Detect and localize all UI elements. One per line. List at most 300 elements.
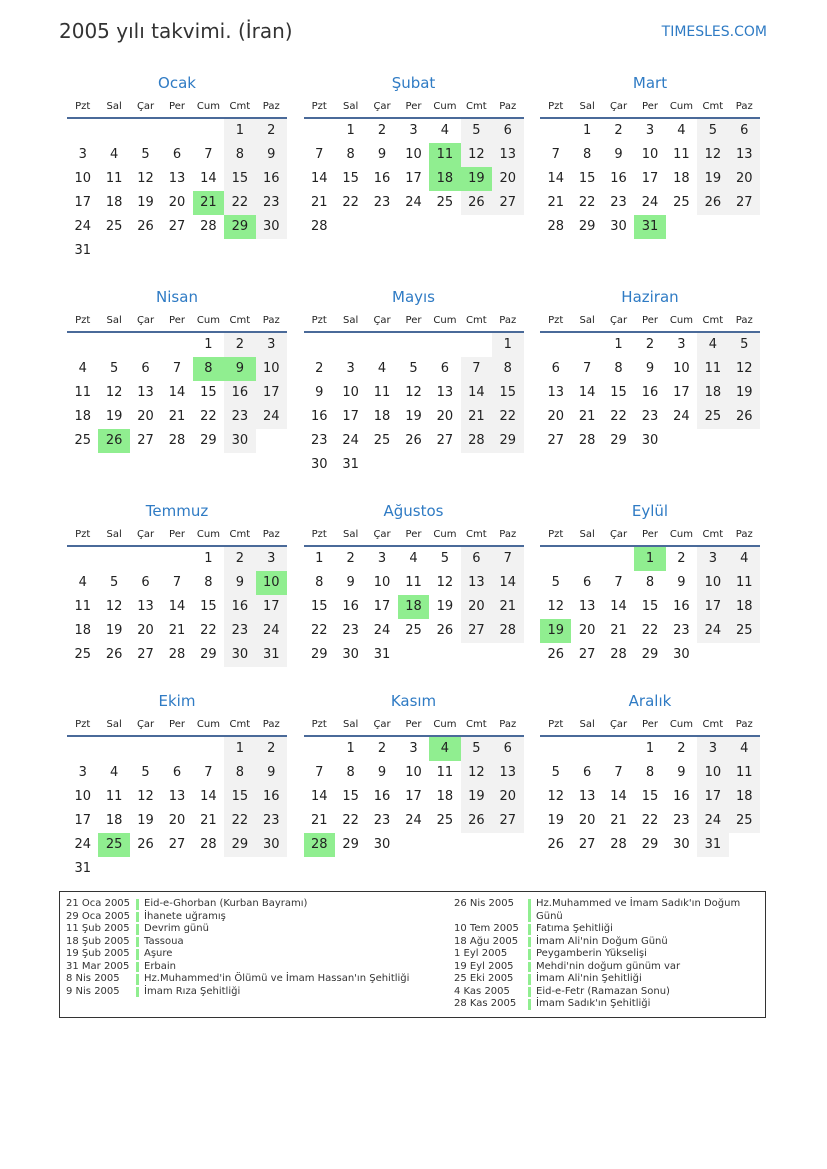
day-cell: 4: [440, 123, 450, 138]
month-name: Haziran: [621, 288, 679, 306]
holiday-marker: [528, 924, 531, 935]
empty-cell: [98, 333, 129, 357]
weekday-label: Paz: [499, 719, 517, 730]
weekday-label: Paz: [262, 315, 280, 326]
day-cell: 14: [200, 171, 217, 186]
day-cell: 29: [492, 429, 523, 453]
empty-cell: [67, 737, 98, 761]
day-cell: 14: [310, 171, 328, 186]
day-cell: 28: [610, 837, 627, 852]
day-cell: 12: [729, 357, 760, 381]
day-cell: 25: [729, 809, 760, 833]
month-name: Eylül: [631, 502, 669, 520]
weekday-label: Çar: [373, 529, 391, 540]
day-cell: 29: [578, 219, 596, 234]
weekday-label: Paz: [735, 315, 753, 326]
weekday-label: Cum: [433, 101, 457, 112]
day-cell: 12: [105, 385, 123, 400]
weekday-label: Cum: [196, 529, 220, 540]
legend-item: [452, 961, 767, 974]
day-cell: 9: [677, 575, 686, 590]
day-cell: 15: [342, 171, 359, 186]
day-cell: 12: [547, 789, 564, 804]
holiday-name: İmam Ali'nin Doğum Günü: [536, 935, 668, 947]
day-cell: 19: [137, 195, 154, 210]
day-cell: 10: [256, 357, 287, 381]
weekday-label: Cmt: [466, 315, 487, 326]
day-cell: 5: [461, 119, 492, 143]
day-cell: 1: [645, 741, 655, 756]
day-cell: 14: [310, 789, 328, 804]
holiday-day-cell: 10: [256, 571, 287, 595]
day-cell: 17: [641, 171, 659, 186]
holiday-name: Aşure: [144, 948, 173, 959]
holiday-day-cell: 18: [398, 595, 429, 619]
empty-cell: [540, 737, 571, 761]
day-cell: 21: [310, 813, 328, 828]
month-name: Nisan: [156, 288, 198, 306]
weekday-header: [304, 521, 524, 547]
empty-cell: [603, 737, 634, 761]
day-cell: 11: [729, 761, 760, 785]
day-cell: 17: [373, 599, 391, 614]
day-cell: 25: [729, 619, 760, 643]
day-cell: 17: [697, 595, 728, 619]
day-cell: 7: [204, 765, 213, 780]
day-cell: 26: [729, 405, 760, 429]
legend-item: [452, 948, 767, 961]
empty-cell: [67, 119, 98, 143]
day-cell: 17: [405, 789, 422, 804]
day-cell: 10: [697, 571, 728, 595]
day-cell: 19: [729, 381, 760, 405]
day-cell: 14: [168, 599, 186, 614]
day-cell: 6: [172, 147, 182, 162]
holiday-day-cell: 18: [429, 167, 460, 191]
day-grid: [304, 333, 524, 477]
empty-cell: [161, 119, 192, 143]
holiday-marker: [528, 974, 531, 985]
weekday-label: Çar: [136, 529, 155, 540]
day-cell: 2: [677, 551, 686, 566]
weekday-label: Per: [169, 529, 185, 540]
day-cell: 25: [105, 219, 123, 234]
day-cell: 7: [582, 361, 592, 376]
holiday-date: 21 Oca 2005: [66, 898, 131, 909]
brand-link[interactable]: TIMESLES.COM: [661, 24, 767, 40]
weekday-label: Sal: [343, 101, 359, 112]
holiday-day-cell: 4: [429, 737, 460, 761]
weekday-label: Çar: [136, 315, 155, 326]
weekday-label: Çar: [609, 529, 628, 540]
weekday-label: Cmt: [466, 529, 487, 540]
day-cell: 21: [310, 195, 328, 210]
day-cell: 8: [204, 575, 213, 590]
day-cell: 2: [677, 741, 686, 756]
holiday-name: Peygamberin Yükselişi: [536, 948, 647, 959]
month-name: Mayıs: [392, 288, 435, 306]
day-cell: 24: [641, 195, 659, 210]
day-cell: 13: [492, 143, 523, 167]
day-grid: [304, 547, 524, 667]
day-cell: 24: [405, 195, 422, 210]
day-cell: 30: [256, 215, 287, 239]
day-cell: 12: [461, 761, 492, 785]
day-cell: 1: [582, 123, 592, 138]
holiday-date: 19 Eyl 2005: [454, 960, 514, 972]
day-cell: 9: [256, 143, 287, 167]
day-cell: 25: [74, 433, 91, 448]
day-cell: 19: [137, 813, 154, 828]
empty-cell: [98, 547, 129, 571]
day-cell: 16: [673, 599, 690, 614]
day-cell: 28: [200, 837, 217, 852]
day-cell: 24: [673, 409, 690, 424]
day-cell: 23: [673, 813, 690, 828]
day-grid: [540, 333, 760, 453]
day-cell: 3: [78, 147, 87, 162]
day-cell: 29: [200, 647, 217, 662]
day-cell: 20: [461, 595, 492, 619]
day-cell: 20: [578, 813, 596, 828]
day-cell: 26: [137, 837, 154, 852]
holiday-marker: [528, 999, 531, 1010]
day-cell: 11: [436, 765, 454, 780]
day-cell: 9: [645, 361, 655, 376]
day-cell: 9: [377, 765, 387, 780]
holiday-date: 8 Nis 2005: [66, 973, 120, 984]
day-grid: [540, 737, 760, 857]
day-cell: 7: [492, 547, 523, 571]
day-cell: 11: [405, 575, 422, 590]
day-cell: 23: [641, 409, 659, 424]
month-name: Ocak: [158, 74, 196, 92]
weekday-label: Sal: [106, 719, 122, 730]
day-cell: 11: [105, 171, 123, 186]
day-cell: 7: [614, 765, 623, 780]
day-cell: 27: [578, 837, 596, 852]
holiday-marker: [528, 987, 531, 998]
day-cell: 14: [492, 571, 523, 595]
day-grid: [67, 737, 287, 881]
day-cell: 27: [492, 809, 523, 833]
day-cell: 6: [729, 119, 760, 143]
day-cell: 2: [315, 361, 324, 376]
day-cell: 12: [436, 575, 454, 590]
day-cell: 15: [342, 789, 359, 804]
day-cell: 9: [677, 765, 686, 780]
day-cell: 27: [137, 647, 154, 662]
day-cell: 22: [342, 195, 359, 210]
day-cell: 18: [105, 195, 123, 210]
day-cell: 3: [697, 547, 728, 571]
empty-cell: [130, 119, 161, 143]
holiday-date: 29 Oca 2005: [66, 910, 131, 922]
day-cell: 14: [578, 385, 596, 400]
weekday-label: Çar: [609, 719, 628, 730]
holiday-name: Mehdi'nin doğum günüm var: [536, 960, 681, 972]
day-cell: 29: [342, 837, 359, 852]
day-cell: 21: [461, 405, 492, 429]
day-cell: 20: [137, 623, 154, 638]
day-cell: 16: [256, 785, 287, 809]
weekday-label: Paz: [499, 101, 517, 112]
day-cell: 8: [346, 147, 355, 162]
day-cell: 5: [729, 333, 760, 357]
day-cell: 8: [614, 361, 623, 376]
holiday-day-cell: 1: [634, 547, 665, 571]
day-cell: 2: [256, 737, 287, 761]
day-cell: 4: [78, 361, 87, 376]
legend-item: [60, 936, 452, 949]
legend-item: [60, 898, 452, 911]
day-cell: 9: [614, 147, 623, 162]
weekday-label: Cum: [196, 101, 220, 112]
day-cell: 4: [109, 147, 119, 162]
day-cell: 10: [641, 147, 659, 162]
day-cell: 23: [224, 619, 255, 643]
empty-cell: [304, 119, 335, 143]
weekday-label: Çar: [136, 101, 155, 112]
day-cell: 26: [405, 433, 422, 448]
day-cell: 28: [168, 647, 186, 662]
empty-cell: [335, 333, 366, 357]
day-cell: 26: [461, 809, 492, 833]
empty-cell: [161, 737, 192, 761]
day-cell: 27: [729, 191, 760, 215]
empty-cell: [67, 333, 98, 357]
day-cell: 23: [310, 433, 328, 448]
day-cell: 25: [436, 195, 454, 210]
day-grid: [67, 547, 287, 667]
weekday-label: Pzt: [75, 315, 91, 326]
day-cell: 28: [168, 433, 186, 448]
day-cell: 22: [310, 623, 328, 638]
day-cell: 8: [492, 357, 523, 381]
holiday-day-cell: 8: [193, 357, 224, 381]
weekday-label: Pzt: [75, 101, 91, 112]
day-cell: 4: [78, 575, 87, 590]
day-cell: 17: [405, 171, 422, 186]
day-cell: 1: [315, 551, 324, 566]
weekday-label: Cmt: [229, 315, 251, 326]
day-cell: 31: [697, 833, 728, 857]
month-block: [304, 501, 524, 667]
day-cell: 25: [697, 405, 728, 429]
weekday-label: Paz: [262, 101, 280, 112]
weekday-label: Cmt: [702, 101, 724, 112]
day-cell: 20: [547, 409, 564, 424]
day-cell: 5: [440, 551, 450, 566]
day-cell: 18: [74, 409, 91, 424]
weekday-label: Sal: [106, 529, 122, 540]
day-cell: 18: [729, 785, 760, 809]
holiday-name: Hz.Muhammed'in Ölümü ve İmam Hassan'ın Şehitliği: [144, 973, 410, 984]
day-cell: 15: [310, 599, 328, 614]
day-cell: 28: [492, 619, 523, 643]
day-cell: 17: [74, 195, 91, 210]
day-cell: 17: [74, 813, 91, 828]
day-cell: 26: [436, 623, 454, 638]
day-cell: 1: [346, 741, 355, 756]
day-cell: 30: [641, 433, 659, 448]
day-cell: 22: [492, 405, 523, 429]
day-cell: 22: [641, 623, 659, 638]
day-cell: 18: [105, 813, 123, 828]
day-cell: 13: [168, 789, 186, 804]
day-cell: 11: [373, 385, 391, 400]
weekday-label: Per: [169, 315, 185, 326]
empty-cell: [98, 737, 129, 761]
day-cell: 17: [256, 381, 287, 405]
day-cell: 19: [436, 599, 454, 614]
day-cell: 13: [137, 599, 154, 614]
weekday-label: Pzt: [311, 315, 327, 326]
day-cell: 20: [492, 785, 523, 809]
day-cell: 10: [697, 761, 728, 785]
empty-cell: [67, 547, 98, 571]
day-cell: 24: [697, 809, 728, 833]
day-cell: 28: [610, 647, 627, 662]
day-cell: 22: [641, 813, 659, 828]
day-grid: [67, 119, 287, 263]
empty-cell: [461, 333, 492, 357]
empty-cell: [571, 333, 602, 357]
day-cell: 27: [168, 219, 186, 234]
holiday-name: Devrim günü: [144, 923, 209, 934]
weekday-label: Paz: [262, 529, 280, 540]
day-cell: 11: [673, 147, 690, 162]
day-cell: 8: [582, 147, 592, 162]
day-cell: 16: [610, 171, 627, 186]
weekday-label: Paz: [499, 315, 517, 326]
day-cell: 22: [200, 623, 217, 638]
weekday-label: Paz: [499, 529, 517, 540]
empty-cell: [193, 737, 224, 761]
day-cell: 31: [342, 457, 359, 472]
day-cell: 26: [697, 191, 728, 215]
holiday-date: 4 Kas 2005: [454, 985, 510, 997]
day-cell: 12: [137, 789, 154, 804]
day-cell: 4: [729, 547, 760, 571]
day-cell: 12: [137, 171, 154, 186]
day-cell: 3: [697, 737, 728, 761]
day-cell: 10: [74, 171, 91, 186]
day-cell: 23: [373, 813, 391, 828]
weekday-label: Cmt: [229, 101, 251, 112]
day-cell: 22: [224, 809, 255, 833]
holiday-date: 25 Eki 2005: [454, 973, 514, 984]
weekday-header: [540, 521, 760, 547]
day-cell: 9: [346, 575, 355, 590]
month-block: [67, 691, 287, 881]
day-cell: 23: [610, 195, 627, 210]
holiday-date: 18 Şub 2005: [66, 935, 130, 947]
weekday-label: Cmt: [229, 719, 251, 730]
empty-cell: [193, 119, 224, 143]
weekday-label: Sal: [343, 529, 359, 540]
weekday-label: Cum: [669, 719, 693, 730]
day-cell: 3: [409, 123, 418, 138]
day-cell: 5: [461, 737, 492, 761]
day-cell: 20: [492, 167, 523, 191]
day-cell: 3: [256, 547, 287, 571]
day-cell: 19: [105, 623, 123, 638]
day-cell: 17: [673, 385, 690, 400]
day-cell: 4: [409, 551, 418, 566]
day-cell: 12: [405, 385, 422, 400]
day-cell: 9: [377, 147, 387, 162]
day-cell: 10: [74, 789, 91, 804]
weekday-label: Cmt: [702, 719, 724, 730]
holiday-marker: [528, 962, 531, 973]
day-cell: 12: [547, 599, 564, 614]
weekday-label: Çar: [136, 719, 155, 730]
day-cell: 8: [645, 575, 655, 590]
day-cell: 8: [346, 765, 355, 780]
day-cell: 14: [610, 599, 627, 614]
month-block: [304, 73, 524, 263]
day-cell: 14: [461, 381, 492, 405]
holiday-legend: [59, 891, 766, 1018]
day-cell: 29: [200, 433, 217, 448]
weekday-label: Pzt: [311, 529, 327, 540]
day-cell: 20: [578, 623, 596, 638]
month-block: [540, 691, 760, 881]
day-cell: 12: [105, 599, 123, 614]
day-cell: 7: [315, 147, 324, 162]
day-cell: 5: [109, 361, 119, 376]
day-cell: 29: [610, 433, 627, 448]
empty-cell: [571, 737, 602, 761]
holiday-date: 11 Şub 2005: [66, 923, 130, 934]
day-cell: 18: [74, 623, 91, 638]
empty-cell: [98, 119, 129, 143]
day-cell: 3: [377, 551, 387, 566]
day-cell: 31: [256, 643, 287, 667]
day-cell: 2: [224, 333, 255, 357]
day-cell: 30: [673, 647, 690, 662]
day-cell: 14: [200, 789, 217, 804]
day-cell: 6: [582, 575, 592, 590]
weekday-label: Sal: [579, 529, 595, 540]
day-cell: 2: [645, 337, 655, 352]
day-cell: 23: [224, 405, 255, 429]
day-cell: 28: [310, 219, 328, 234]
day-cell: 25: [74, 647, 91, 662]
day-cell: 28: [578, 433, 596, 448]
day-cell: 30: [256, 833, 287, 857]
weekday-header: [304, 711, 524, 737]
day-cell: 5: [141, 147, 150, 162]
legend-item: [452, 936, 767, 949]
month-block: [67, 73, 287, 263]
holiday-name: Tassoua: [144, 935, 184, 947]
day-cell: 15: [200, 599, 217, 614]
day-cell: 15: [610, 385, 627, 400]
weekday-label: Cum: [669, 101, 693, 112]
day-cell: 23: [256, 809, 287, 833]
day-cell: 15: [641, 789, 659, 804]
day-cell: 26: [461, 191, 492, 215]
day-cell: 5: [551, 765, 560, 780]
day-cell: 13: [168, 171, 186, 186]
empty-cell: [603, 547, 634, 571]
day-cell: 3: [346, 361, 355, 376]
day-cell: 27: [461, 619, 492, 643]
day-cell: 11: [105, 789, 123, 804]
holiday-date: 28 Kas 2005: [454, 998, 517, 1009]
